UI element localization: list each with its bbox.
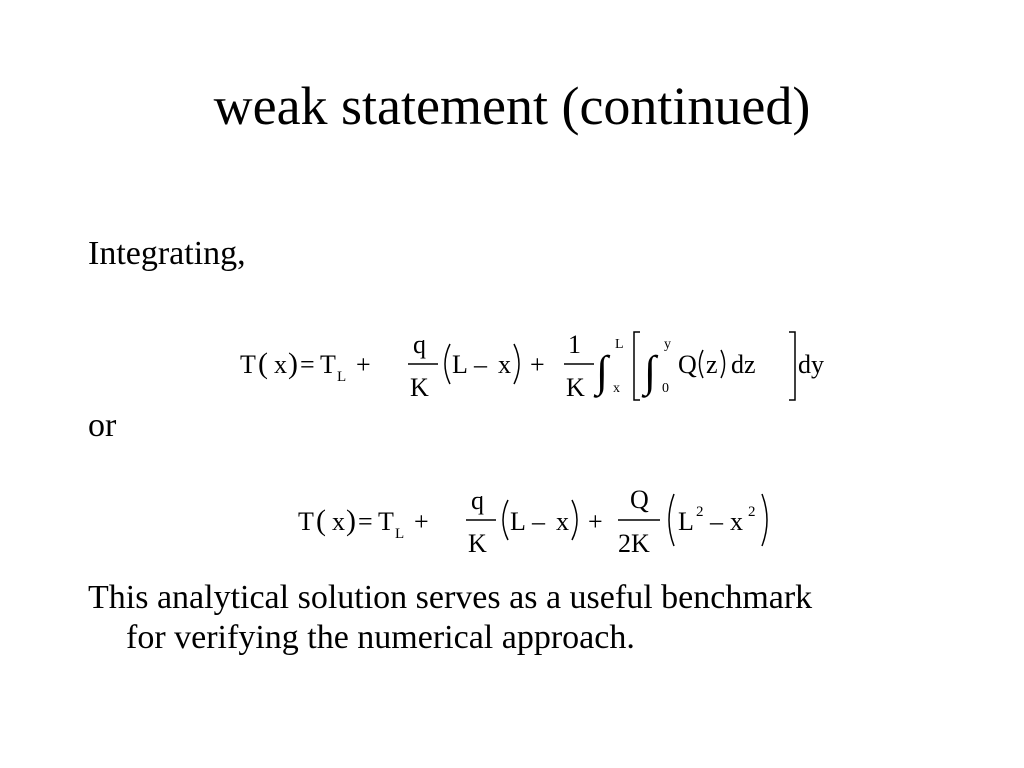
eq2-T-sub: L <box>395 526 405 542</box>
eq2-frac2-den: 2K <box>618 529 650 558</box>
eq2-lhs-arg: x <box>332 507 345 536</box>
eq1-plus2: + <box>530 350 545 379</box>
eq1-T-sub: L <box>337 369 347 385</box>
eq2-exp2: 2 <box>748 504 756 520</box>
eq2-lhs-T: T <box>298 507 314 536</box>
eq1-plus1: + <box>356 350 371 379</box>
eq1-L: L <box>452 350 468 379</box>
eq2-term-x: x <box>730 507 743 536</box>
eq2-minus: – <box>532 507 545 536</box>
eq1-q-lparen <box>700 350 704 378</box>
eq2-minus2: – <box>710 507 723 536</box>
eq2-big-lparen <box>503 500 508 540</box>
eq2-frac2-num: Q <box>630 485 649 514</box>
eq1-equals: = <box>300 350 315 379</box>
eq1-frac1-num: q <box>413 330 426 359</box>
eq1-lparen: ( <box>258 347 268 380</box>
eq1-frac2-num: 1 <box>568 330 581 359</box>
eq1-x: x <box>498 350 511 379</box>
integrating-text: Integrating, <box>88 235 246 272</box>
eq1-dz: dz <box>731 350 756 379</box>
slide-title: weak statement (continued) <box>213 76 811 136</box>
eq1-dy: dy <box>798 350 824 379</box>
eq1-inner-integral: ∫ <box>644 347 657 396</box>
equation-integral-form <box>238 326 838 404</box>
eq1-minus: – <box>474 350 487 379</box>
or-text: or <box>88 407 117 444</box>
eq1-T: T <box>320 350 336 379</box>
eq2-frac1-num: q <box>471 486 484 515</box>
eq2-term-L: L <box>678 507 694 536</box>
eq1-outer-upper: L <box>615 337 624 352</box>
eq1-Q: Q <box>678 350 697 379</box>
eq2-equals: = <box>358 507 373 536</box>
eq2-plus1: + <box>414 507 429 536</box>
eq2-lparen: ( <box>316 504 326 537</box>
conclusion-paragraph <box>88 578 948 658</box>
eq1-lhs-arg: x <box>274 350 287 379</box>
eq1-big-lparen <box>445 344 450 384</box>
eq1-lhs-T: T <box>240 350 256 379</box>
conclusion-line-2: for verifying the numerical approach. <box>126 619 635 656</box>
eq1-z: z <box>706 350 718 379</box>
eq2-rparen: ) <box>346 504 356 537</box>
eq1-inner-lower: 0 <box>662 381 669 396</box>
eq1-outer-integral: ∫ <box>596 347 609 396</box>
eq1-left-bracket <box>634 332 640 400</box>
eq1-big-rparen <box>514 344 519 384</box>
eq2-T: T <box>378 507 394 536</box>
equation-closed-form <box>296 478 796 560</box>
eq1-q-rparen <box>721 350 725 378</box>
eq1-right-bracket <box>789 332 795 400</box>
eq2-x: x <box>556 507 569 536</box>
eq2-frac1-den: K <box>468 529 487 558</box>
eq2-L: L <box>510 507 526 536</box>
eq1-outer-lower: x <box>613 381 620 396</box>
eq2-big-rparen2 <box>762 494 767 546</box>
eq2-exp1: 2 <box>696 504 704 520</box>
eq1-inner-upper: y <box>664 337 671 352</box>
eq1-rparen: ) <box>288 347 298 380</box>
eq2-plus2: + <box>588 507 603 536</box>
eq1-frac1-den: K <box>410 373 429 402</box>
eq2-big-lparen2 <box>669 494 674 546</box>
eq1-frac2-den: K <box>566 373 585 402</box>
conclusion-line-1: This analytical solution serves as a useful benchmark <box>88 579 813 616</box>
eq2-big-rparen <box>572 500 577 540</box>
